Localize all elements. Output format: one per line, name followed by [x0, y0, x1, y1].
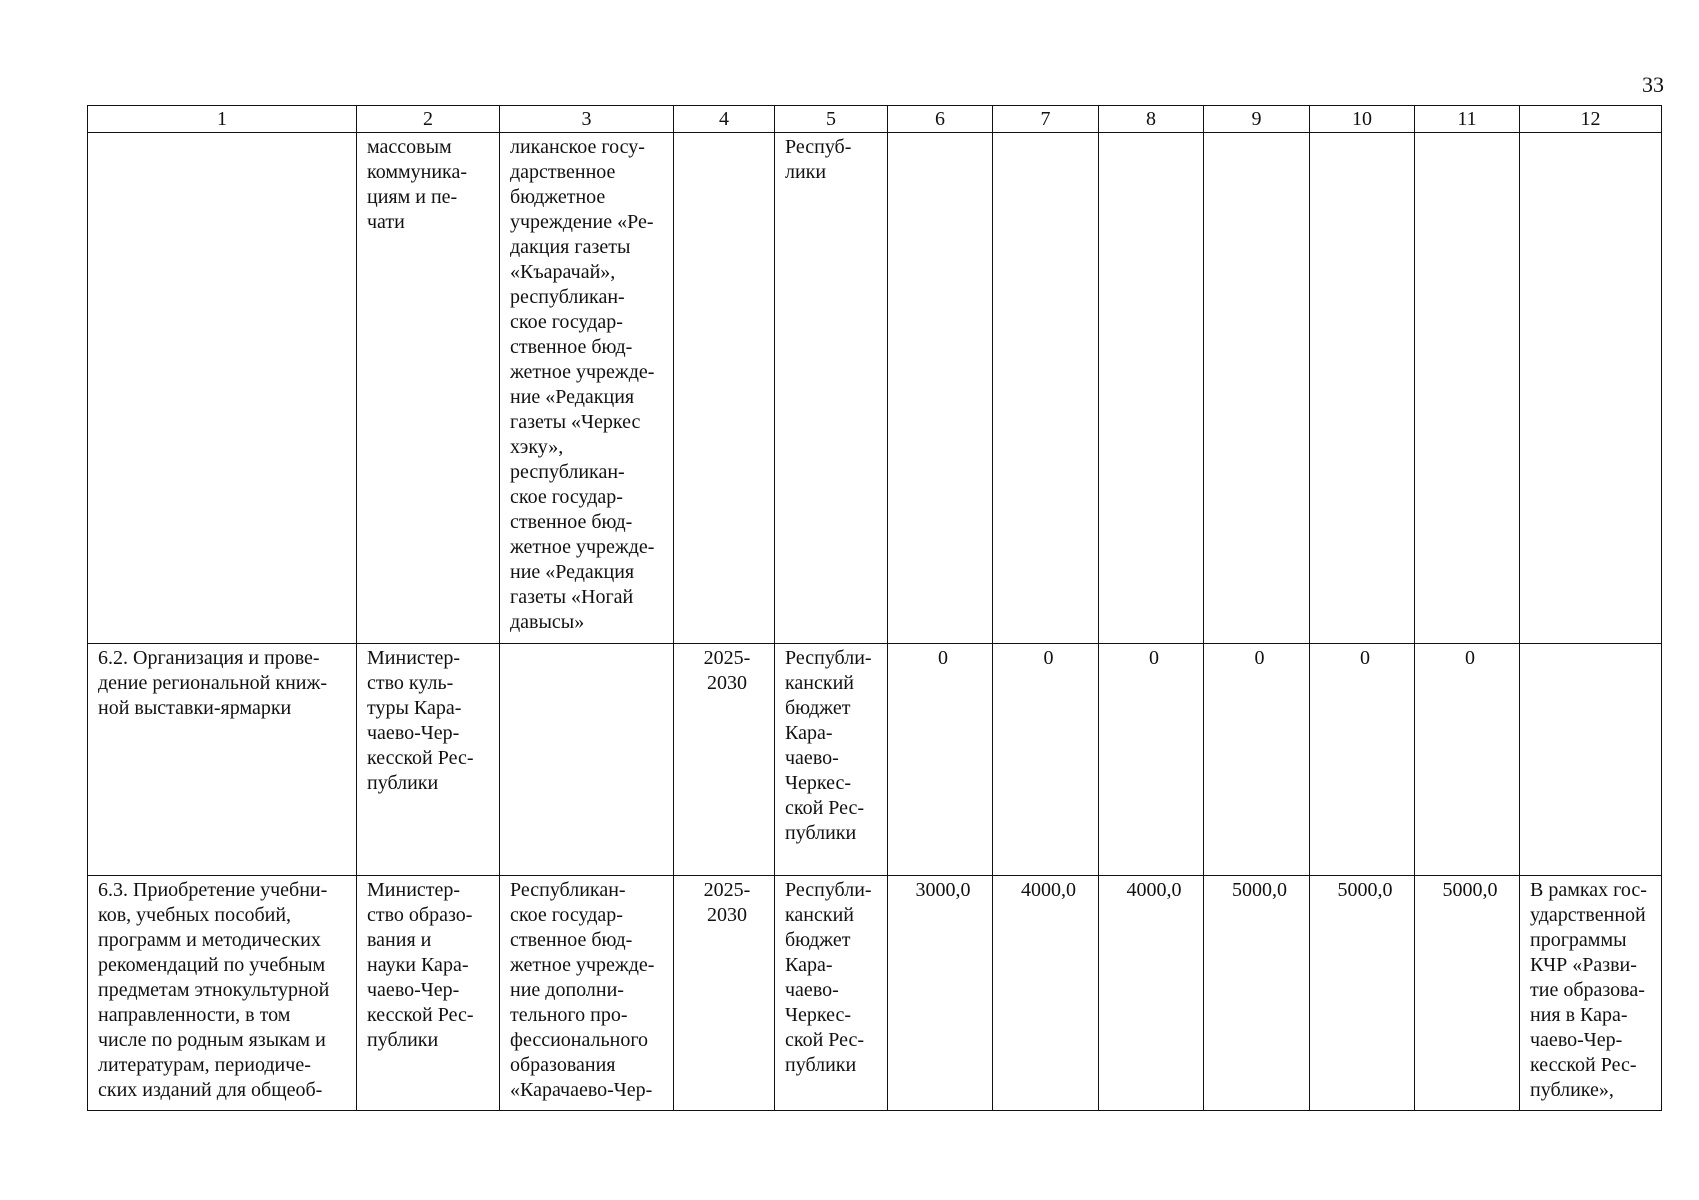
amount-cell-col8: 0 [1099, 644, 1204, 876]
page-number: 33 [1642, 72, 1664, 97]
cell-text-line: Республи- [785, 879, 872, 901]
cell-text-line: жетное учрежде- [510, 361, 655, 383]
amount-cell-col7: 4000,0 [993, 876, 1099, 1111]
cell-text-line: дакция газеты [510, 236, 631, 258]
cell-text-line: канский [785, 904, 854, 926]
column-header-12: 12 [1520, 106, 1662, 133]
period-cell: 2025-2030 [674, 644, 775, 876]
cell-text-line: кесской Рес- [1530, 1054, 1637, 1076]
cell-text-line: кесской Рес- [367, 747, 474, 769]
amount-cell-col11 [1415, 133, 1520, 644]
cell-text-line: бюджетное [510, 186, 606, 208]
column-header-8: 8 [1099, 106, 1204, 133]
amount-cell-col6 [888, 133, 993, 644]
cell-text-line: ние дополни- [510, 979, 624, 1001]
cell-text-line: тие образова- [1530, 979, 1645, 1001]
cell-text-line: чаево- [785, 747, 839, 769]
note-cell [1520, 876, 1662, 1111]
cell-text-line: ной выставки-ярмарки [98, 697, 292, 719]
funding-source-cell [775, 644, 888, 876]
cell-text-line: лики [785, 161, 827, 183]
cell-text-line: ние «Редакция [510, 386, 635, 408]
header-row [88, 106, 1662, 133]
cell-text-line: бюджет [785, 929, 851, 951]
amount-cell-col11: 0 [1415, 644, 1520, 876]
cell-text-line: ударственной [1530, 904, 1646, 926]
column-header-9: 9 [1204, 106, 1310, 133]
table-row [88, 133, 1662, 644]
cell-text-line: 6.3. Приобретение учебни- [98, 879, 328, 901]
cell-text-line: Министер- [367, 879, 461, 901]
cell-text-line: ское государ- [510, 486, 623, 508]
cell-text-line: газеты «Черкес [510, 411, 641, 433]
cell-text-line: вания и [367, 929, 432, 951]
cell-text-line: учреждение «Ре- [510, 211, 654, 233]
cell-text-line: жетное учрежде- [510, 954, 655, 976]
cell-text-line: ственное бюд- [510, 511, 633, 533]
cell-text-line: ских изданий для общеоб- [98, 1079, 323, 1101]
cell-text-line: 6.2. Организация и прове- [98, 647, 320, 669]
cell-text-line: бюджет [785, 697, 851, 719]
cell-text-line: Респуб- [785, 136, 852, 158]
amount-cell-col7 [993, 133, 1099, 644]
cell-text-line: давысы» [510, 611, 585, 633]
cell-text-line: ское государ- [510, 311, 623, 333]
cell-text-line: публики [785, 1054, 857, 1076]
cell-text-line: ской Рес- [785, 1029, 865, 1051]
funding-source-cell [775, 876, 888, 1111]
cell-text-line: литературам, периодиче- [98, 1054, 311, 1076]
cell-text-line: газеты «Ногай [510, 586, 634, 608]
cell-text-line: публике», [1530, 1079, 1614, 1101]
amount-cell-col6: 3000,0 [888, 876, 993, 1111]
column-header-10: 10 [1310, 106, 1415, 133]
cell-text-line: ния в Кара- [1530, 1004, 1628, 1026]
participants-cell [500, 644, 674, 876]
cell-text-line: дение региональной книж- [98, 672, 327, 694]
responsible-executor-cell [357, 644, 500, 876]
cell-text-line: науки Кара- [367, 954, 469, 976]
column-header-2: 2 [357, 106, 500, 133]
cell-text-line: чати [367, 211, 405, 233]
cell-text-line: предметам этнокультурной [98, 979, 330, 1001]
cell-text-line: Черкес- [785, 772, 852, 794]
cell-text-line: ское государ- [510, 904, 623, 926]
cell-text-line: хэку», [510, 436, 564, 458]
cell-text-line: чаево-Чер- [1530, 1029, 1623, 1051]
amount-cell-col10: 5000,0 [1310, 876, 1415, 1111]
cell-text-line: «Къарачай», [510, 261, 616, 283]
cell-text-line: публики [367, 1029, 439, 1051]
table-row [88, 876, 1662, 1111]
amount-cell-col11: 5000,0 [1415, 876, 1520, 1111]
cell-text-line: публики [785, 822, 857, 844]
responsible-executor-cell [357, 876, 500, 1111]
amount-cell-col9: 5000,0 [1204, 876, 1310, 1111]
cell-text-line: В рамках гос- [1530, 879, 1647, 901]
amount-cell-col9 [1204, 133, 1310, 644]
cell-text-line: чаево- [785, 979, 839, 1001]
cell-text-line: фессионального [510, 1029, 649, 1051]
cell-text-line: ние «Редакция [510, 561, 635, 583]
activity-name-cell [88, 133, 357, 644]
cell-text-line: дарственное [510, 161, 616, 183]
cell-text-line: кесской Рес- [367, 1004, 474, 1026]
cell-text-line: ков, учебных пособий, [98, 904, 292, 926]
period-cell [674, 133, 775, 644]
column-header-4: 4 [674, 106, 775, 133]
amount-cell-col8 [1099, 133, 1204, 644]
cell-text-line: ство куль- [367, 672, 454, 694]
cell-text-line: программы [1530, 929, 1627, 951]
table-row [88, 644, 1662, 876]
cell-text-line: публики [367, 772, 439, 794]
cell-text-line: республикан- [510, 461, 625, 483]
cell-text-line: ликанское госу- [510, 136, 645, 158]
cell-text-line: Черкес- [785, 1004, 852, 1026]
note-cell [1520, 133, 1662, 644]
cell-text-line: образования [510, 1054, 616, 1076]
cell-text-line: циям и пе- [367, 186, 458, 208]
cell-text-line: ственное бюд- [510, 336, 633, 358]
cell-text-line: направленности, в том [98, 1004, 291, 1026]
amount-cell-col7: 0 [993, 644, 1099, 876]
period-cell: 2025-2030 [674, 876, 775, 1111]
cell-text-line: жетное учрежде- [510, 536, 655, 558]
amount-cell-col10: 0 [1310, 644, 1415, 876]
note-cell [1520, 644, 1662, 876]
column-header-6: 6 [888, 106, 993, 133]
cell-text-line: республикан- [510, 286, 625, 308]
cell-text-line: коммуника- [367, 161, 467, 183]
program-activities-table [87, 105, 1662, 1111]
amount-cell-col8: 4000,0 [1099, 876, 1204, 1111]
activity-name-cell [88, 876, 357, 1111]
cell-text-line: Кара- [785, 954, 833, 976]
column-header-7: 7 [993, 106, 1099, 133]
amount-cell-col6: 0 [888, 644, 993, 876]
participants-cell [500, 133, 674, 644]
cell-text-line: тельного про- [510, 1004, 628, 1026]
cell-text-line: «Карачаево-Чер- [510, 1079, 653, 1101]
funding-source-cell [775, 133, 888, 644]
activity-name-cell [88, 644, 357, 876]
column-header-3: 3 [500, 106, 674, 133]
cell-text-line: числе по родным языкам и [98, 1029, 326, 1051]
cell-text-line: чаево-Чер- [367, 979, 460, 1001]
cell-text-line: туры Кара- [367, 697, 462, 719]
cell-text-line: канский [785, 672, 854, 694]
participants-cell [500, 876, 674, 1111]
amount-cell-col9: 0 [1204, 644, 1310, 876]
cell-text-line: Министер- [367, 647, 461, 669]
cell-text-line: ственное бюд- [510, 929, 633, 951]
cell-text-line: ской Рес- [785, 797, 865, 819]
cell-text-line: КЧР «Разви- [1530, 954, 1637, 976]
responsible-executor-cell [357, 133, 500, 644]
cell-text-line: Кара- [785, 722, 833, 744]
column-header-1: 1 [88, 106, 357, 133]
cell-text-line: рекомендаций по учебным [98, 954, 326, 976]
cell-text-line: программ и методических [98, 929, 321, 951]
cell-text-line: массовым [367, 136, 452, 158]
column-header-11: 11 [1415, 106, 1520, 133]
cell-text-line: чаево-Чер- [367, 722, 460, 744]
column-header-5: 5 [775, 106, 888, 133]
cell-text-line: Республикан- [510, 879, 626, 901]
cell-text-line: Республи- [785, 647, 872, 669]
cell-text-line: ство образо- [367, 904, 473, 926]
amount-cell-col10 [1310, 133, 1415, 644]
